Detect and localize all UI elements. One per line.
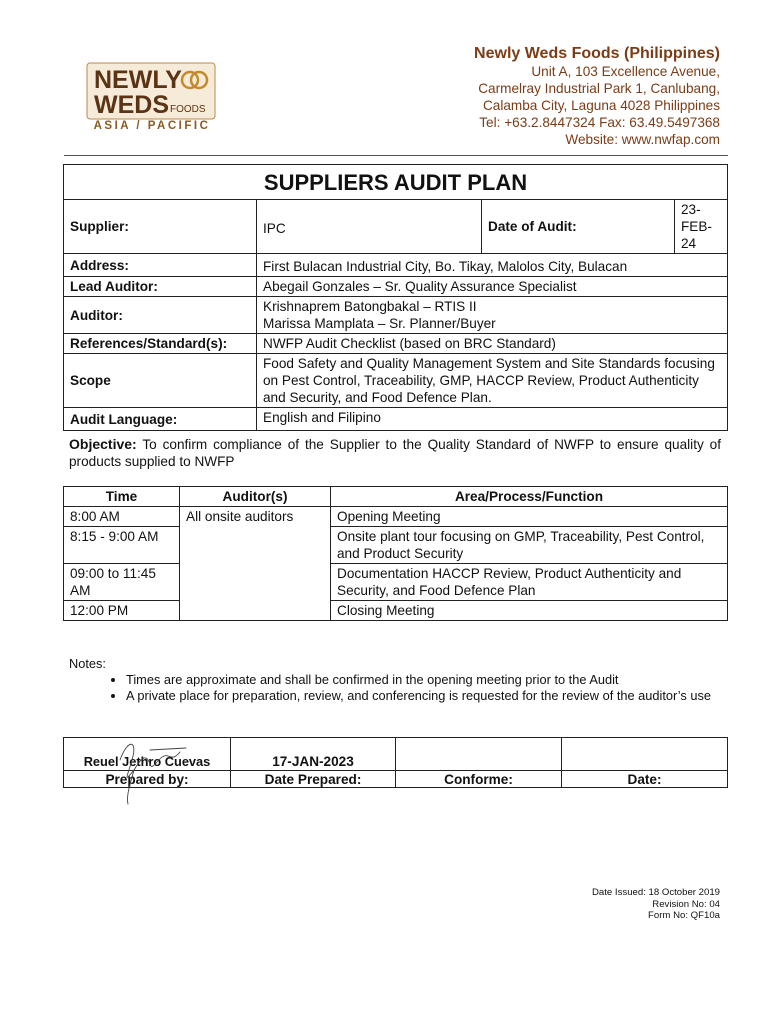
address-value: First Bulacan Industrial City, Bo. Tikay, Malolos City, Bulacan (257, 254, 728, 277)
lead-auditor-value: Abegail Gonzales – Sr. Quality Assurance Specialist (257, 277, 728, 297)
table-row (64, 601, 728, 621)
form-footer (592, 887, 720, 922)
date-prepared-value: 17-JAN-2023 (231, 738, 396, 771)
auditors-cell: All onsite auditors (180, 507, 331, 621)
note-item: • A private place for preparation, review, and conferencing is requested for the review of the auditor’s use (126, 688, 721, 704)
area-cell: Documentation HACCP Review, Product Authenticity and Security, and Food Defence Plan (331, 564, 728, 601)
conforme-value[interactable] (396, 738, 562, 771)
area-cell: Onsite plant tour focusing on GMP, Traceability, Pest Control, and Product Security (331, 527, 728, 564)
auditor-name: Marissa Mamplata – Sr. Planner/Buyer (263, 316, 496, 331)
notes-label: Notes: (69, 656, 106, 671)
logo-tagline: ASIA / PACIFIC (93, 120, 211, 132)
page-title: SUPPLIERS AUDIT PLAN (64, 165, 728, 200)
prepared-by-value: Reuel Jethro Cuevas (64, 738, 231, 771)
company-name: Newly Weds Foods (Philippines) (474, 45, 720, 62)
note-item: • Times are approximate and shall be confirmed in the opening meeting prior to the Audit (126, 672, 721, 688)
website-line: Website: www.nwfap.com (565, 132, 720, 147)
newly-weds-logo-mark (86, 62, 216, 120)
column-header-area: Area/Process/Function (331, 487, 728, 507)
language-value: English and Filipino (257, 408, 728, 431)
scope-value: Food Safety and Quality Management System and Site Standards focusing on Pest Control, Traceability, GMP, HACCP Review, Product Authenticity and Security, and Food Defence Plan. (257, 354, 728, 408)
objective-text: To confirm compliance of the Supplier to the Quality Standard of NWFP to ensure quality of products supplied to NWFP (69, 437, 721, 469)
date-label: Date: (562, 771, 728, 788)
language-label: Audit Language: (64, 408, 257, 431)
table-row (64, 564, 728, 601)
company-logo (86, 62, 216, 134)
date-value[interactable] (562, 738, 728, 771)
table-row (64, 507, 728, 527)
audit-date-value: 23-FEB-24 (675, 200, 728, 254)
address-line: Calamba City, Laguna 4028 Philippines (482, 98, 720, 113)
area-cell: Opening Meeting (331, 507, 728, 527)
time-cell: 8:15 - 9:00 AM (64, 527, 180, 564)
logo-foods: FOODS (170, 104, 206, 115)
objective-paragraph (69, 436, 721, 470)
revision-number: Revision No: 04 (652, 898, 720, 910)
company-info (474, 44, 720, 148)
references-value: NWFP Audit Checklist (based on BRC Standard) (257, 334, 728, 354)
prepared-by-label: Prepared by: (64, 771, 231, 788)
contact-line: Tel: +63.2.8447324 Fax: 63.49.5497368 (479, 115, 720, 130)
header-divider (64, 155, 728, 156)
schedule-table (63, 486, 728, 621)
audit-date-label: Date of Audit: (482, 200, 675, 254)
date-issued: Date Issued: 18 October 2019 (592, 887, 720, 898)
conforme-label: Conforme: (396, 771, 562, 788)
logo-line1: NEWLY (94, 66, 182, 94)
supplier-value: IPC (257, 200, 482, 254)
address-label: Address: (64, 254, 257, 277)
time-cell: 8:00 AM (64, 507, 180, 527)
address-line: Unit A, 103 Excellence Avenue, (531, 64, 720, 79)
auditor-label: Auditor: (64, 297, 257, 334)
table-row (64, 527, 728, 564)
column-header-time: Time (64, 487, 180, 507)
notes-list (69, 672, 721, 704)
auditor-name: Krishnaprem Batongbakal – RTIS II (263, 299, 477, 314)
lead-auditor-label: Lead Auditor: (64, 277, 257, 297)
time-cell: 09:00 to 11:45 AM (64, 564, 180, 601)
area-cell: Closing Meeting (331, 601, 728, 621)
signoff-table (63, 737, 728, 788)
time-cell: 12:00 PM (64, 601, 180, 621)
objective-label: Objective: (69, 436, 137, 452)
notes-section (69, 656, 721, 704)
logo-line2: WEDS (94, 91, 169, 119)
scope-label: Scope (64, 354, 257, 408)
auditor-value (257, 297, 728, 334)
address-line: Carmelray Industrial Park 1, Canlubang, (478, 81, 720, 96)
form-number: Form No: QF10a (648, 910, 720, 921)
column-header-auditors: Auditor(s) (180, 487, 331, 507)
supplier-label: Supplier: (64, 200, 257, 254)
date-prepared-label: Date Prepared: (231, 771, 396, 788)
audit-plan-table (63, 164, 728, 431)
references-label: References/Standard(s): (64, 334, 257, 354)
